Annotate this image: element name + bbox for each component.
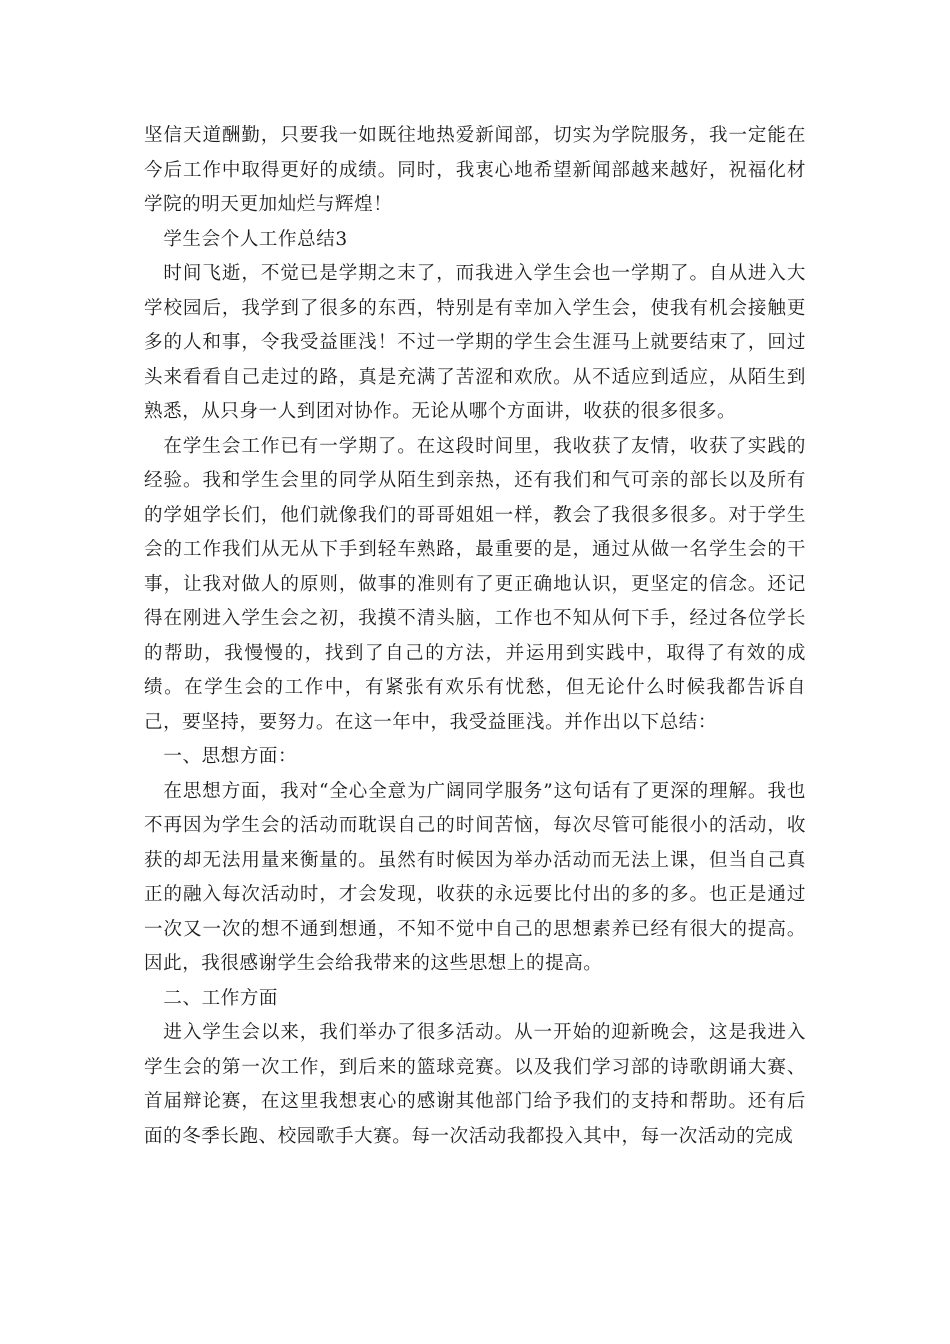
paragraph-thought: 在思想方面，我对“全心全意为广阔同学服务”这句话有了更深的理解。我也不再因为学生会的活动而耽误自己的时间苦恼，每次尽管可能很小的活动，收获的却无法用量来衡量的。虽然有时候因为举办活动而无法上课，但当自己真正的融入每次活动时，才会发现，收获的永远要比付出的多的多。也正是通过一次又一次的想不通到想通，不知不觉中自己的思想素养已经有很大的提高。因此，我很感谢学生会给我带来的这些思想上的提高。 bbox=[144, 780, 806, 974]
section-title-summary-3: 学生会个人工作总结3 bbox=[163, 228, 348, 250]
paragraph-intro: 坚信天道酬勤，只要我一如既往地热爱新闻部，切实为学院服务，我一定能在今后工作中取得更好的成绩。同时，我衷心地希望新闻部越来越好，祝福化材学院的明天更加灿烂与辉煌！ bbox=[144, 125, 806, 215]
document-body bbox=[144, 119, 806, 1154]
paragraph-work: 进入学生会以来，我们举办了很多活动。从一开始的迎新晚会，这是我进入学生会的第一次工作，到后来的篮球竞赛。以及我们学习部的诗歌朗诵大赛、首届辩论赛，在这里我想衷心的感谢其他部门给予我们的支持和帮助。还有后面的冬季长跑、校园歌手大赛。每一次活动我都投入其中，每一次活动的完成 bbox=[144, 1022, 806, 1147]
paragraph-work-semester: 在学生会工作已有一学期了。在这段时间里，我收获了友情，收获了实践的经验。我和学生会里的同学从陌生到亲热，还有我们和气可亲的部长以及所有的学姐学长们，他们就像我们的哥哥姐姐一样，教会了我很多很多。对于学生会的工作我们从无从下手到轻车熟路，最重要的是，通过从做一名学生会的干事，让我对做人的原则，做事的准则有了更正确地认识，更坚定的信念。还记得在刚进入学生会之初，我摸不清头脑，工作也不知从何下手，经过各位学长的帮助，我慢慢的，找到了自己的方法，并运用到实践中，取得了有效的成绩。在学生会的工作中，有紧张有欢乐有忧愁，但无论什么时候我都告诉自己，要坚持，要努力。在这一年中，我受益匪浅。并作出以下总结： bbox=[144, 435, 806, 733]
section-heading-work: 二、工作方面 bbox=[163, 987, 279, 1009]
paragraph-time-flies: 时间飞逝，不觉已是学期之末了，而我进入学生会也一学期了。自从进入大学校园后，我学到了很多的东西，特别是有幸加入学生会，使我有机会接触更多的人和事，令我受益匪浅！不过一学期的学生会生涯马上就要结束了，回过头来看看自己走过的路，真是充满了苦涩和欢欣。从不适应到适应，从陌生到熟悉，从只身一人到团对协作。无论从哪个方面讲，收获的很多很多。 bbox=[144, 263, 806, 422]
section-heading-thought: 一、思想方面： bbox=[163, 746, 298, 767]
